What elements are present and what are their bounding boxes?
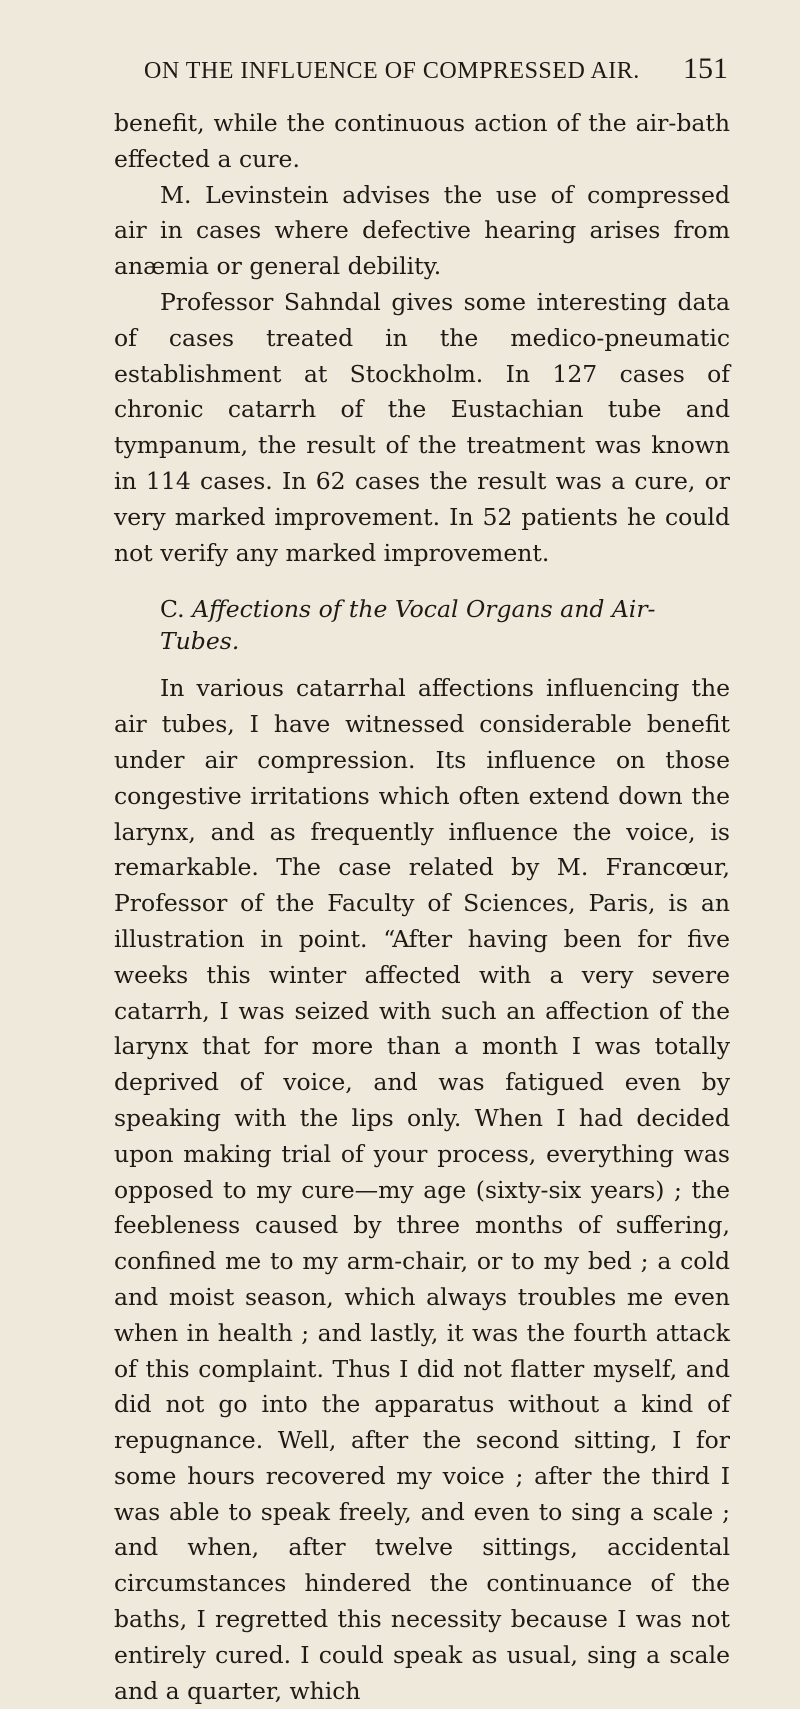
paragraph: benefit, while the continuous action of the air-bath effected a cure.: [114, 109, 730, 173]
section-heading: [114, 593, 730, 657]
body-text: [114, 106, 730, 1709]
section-label: C.: [160, 595, 185, 624]
section-title: Affections of the Vocal Organs and Air-Tubes.: [160, 595, 656, 656]
paragraph: Professor Sahndal gives some interesting data of cases treated in the medico-pneumatic establishment at Stockholm. In 127 cases of chronic catarrh of the Eustachian tube and tympanum, the result of the treatment was known in 114 cases. In 62 cases the result was a cure, or very marked improvement. In 52 patients he could not verify any marked improvement.: [114, 287, 730, 567]
page-number: 151: [683, 52, 728, 85]
paragraph: In various catarrhal affections influencing the air tubes, I have witnessed considerable benefit under air compression. Its influence on those congestive irritations which often extend down the larynx, and as frequently influence the voice, is remarkable. The case related by M. Francœur, Professor of the Faculty of Sciences, Paris, is an illustration in point. “After having been for five weeks this winter affected with a very severe catarrh, I was seized with such an affection of the larynx that for more than a month I was totally deprived of voice, and was fatigued even by speaking with the lips only. When I had decided upon making trial of your process, everything was opposed to my cure—my age (sixty-six years) ; the feebleness caused by three months of suffering, confined me to my arm-chair, or to my bed ; a cold and moist season, which always troubles me even when in health ; and lastly, it was the fourth attack of this complaint. Thus I did not flatter myself, and did not go into the apparatus without a kind of repugnance. Well, after the second sitting, I for some hours recovered my voice ; after the third I was able to speak freely, and even to sing a scale ; and when, after twelve sittings, accidental circumstances hindered the continuance of the baths, I regretted this necessity because I was not entirely cured. I could speak as usual, sing a scale and a quarter, which: [114, 674, 730, 1705]
paragraph: M. Levinstein advises the use of compressed air in cases where defective hearing arises from anæmia or general debility.: [114, 180, 730, 281]
running-head: [114, 52, 730, 92]
running-title: ON THE INFLUENCE OF COMPRESSED AIR.: [144, 58, 640, 84]
